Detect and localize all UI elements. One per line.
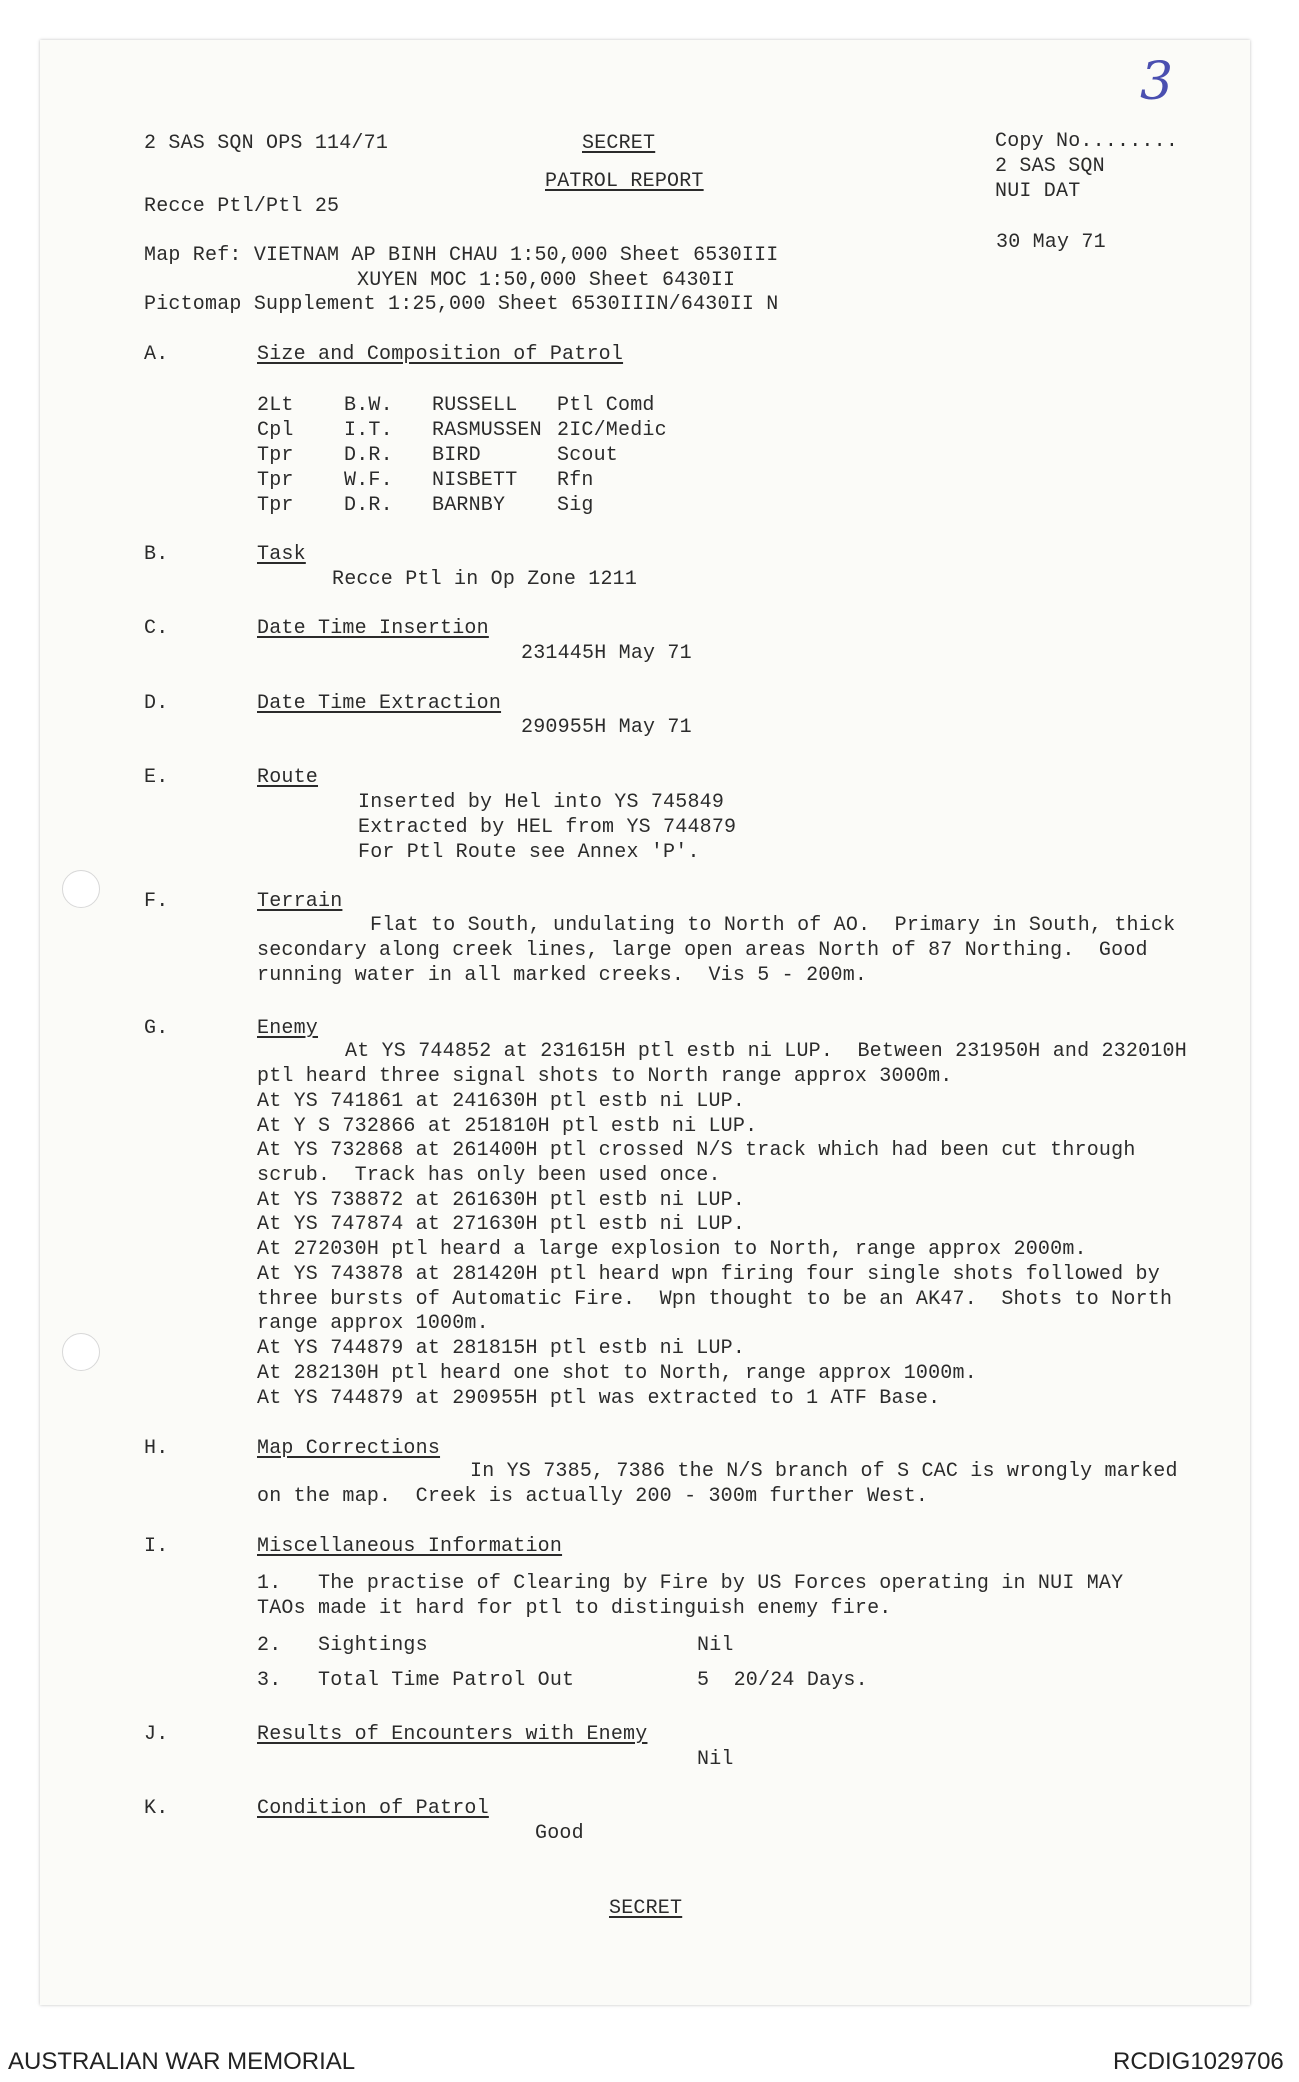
section-e-line: Extracted by HEL from YS 744879 [358, 816, 737, 839]
map-reference-2: XUYEN MOC 1:50,000 Sheet 6430II [357, 269, 736, 292]
section-e-line: For Ptl Route see Annex 'P'. [358, 841, 700, 864]
section-g-line: At YS 732868 at 261400H ptl crossed N/S track which had been cut through [257, 1139, 1136, 1162]
member-role: Rfn [557, 469, 594, 492]
section-g-letter: G. [144, 1017, 169, 1040]
member-role: Ptl Comd [557, 394, 655, 417]
section-g-line: range approx 1000m. [257, 1312, 489, 1335]
section-g-line: At YS 747874 at 271630H ptl estb ni LUP. [257, 1213, 746, 1236]
section-g-line: At 282130H ptl heard one shot to North, range approx 1000m. [257, 1362, 977, 1385]
misc-item-2-value: Nil [697, 1634, 734, 1657]
section-g-line: At YS 744879 at 290955H ptl was extracted to 1 ATF Base. [257, 1387, 941, 1410]
misc-item-3-value: 5 20/24 Days. [697, 1669, 868, 1692]
section-h-title: Map Corrections [257, 1437, 441, 1460]
misc-item-1-line-2: TAOs made it hard for ptl to distinguish enemy fire. [257, 1597, 892, 1620]
section-h-line: In YS 7385, 7386 the N/S branch of S CAC is wrongly marked [470, 1460, 1178, 1483]
member-initials: W.F. [344, 469, 393, 492]
member-rank: 2Lt [257, 394, 294, 417]
archive-catalogue-id: RCDIG1029706 [1113, 2048, 1284, 2075]
section-j-title: Results of Encounters with Enemy [257, 1723, 648, 1746]
member-initials: D.R. [344, 494, 393, 517]
section-f-title: Terrain [257, 890, 343, 913]
section-g-line: At YS 744879 at 281815H ptl estb ni LUP. [257, 1337, 746, 1360]
section-k-text: Good [535, 1822, 584, 1845]
member-rank: Cpl [257, 419, 294, 442]
section-h-line: on the map. Creek is actually 200 - 300m further West. [257, 1485, 929, 1508]
section-g-line: scrub. Track has only been used once. [257, 1164, 721, 1187]
section-a-title: Size and Composition of Patrol [257, 343, 624, 366]
section-i-letter: I. [144, 1535, 169, 1558]
section-h-letter: H. [144, 1437, 169, 1460]
section-g-line: three bursts of Automatic Fire. Wpn thought to be an AK47. Shots to North [257, 1288, 1173, 1311]
section-e-letter: E. [144, 766, 169, 789]
member-rank: Tpr [257, 494, 294, 517]
member-initials: D.R. [344, 444, 393, 467]
member-initials: B.W. [344, 394, 393, 417]
section-b-text: Recce Ptl in Op Zone 1211 [332, 568, 638, 591]
section-j-text: Nil [697, 1748, 734, 1771]
punch-hole-bottom [62, 1333, 100, 1371]
section-d-letter: D. [144, 692, 169, 715]
section-g-line: ptl heard three signal shots to North range approx 3000m. [257, 1065, 953, 1088]
member-name: BIRD [432, 444, 481, 467]
classification-bottom: SECRET [609, 1897, 683, 1920]
section-g-line: At YS 744852 at 231615H ptl estb ni LUP. Between 231950H and 232010H [345, 1040, 1187, 1063]
section-d-text: 290955H May 71 [521, 716, 692, 739]
handwritten-copy-number: 3 [1140, 52, 1174, 112]
misc-item-1-line-1: 1. The practise of Clearing by Fire by US Forces operating in NUI MAY [257, 1572, 1124, 1595]
section-j-letter: J. [144, 1723, 169, 1746]
member-name: RASMUSSEN [432, 419, 542, 442]
punch-hole-top [62, 870, 100, 908]
section-d-title: Date Time Extraction [257, 692, 502, 715]
section-g-line: At YS 743878 at 281420H ptl heard wpn firing four single shots followed by [257, 1263, 1160, 1286]
document-page [40, 40, 1250, 2005]
section-i-title: Miscellaneous Information [257, 1535, 563, 1558]
map-reference-1: Map Ref: VIETNAM AP BINH CHAU 1:50,000 Sheet 6530III [144, 244, 779, 267]
member-role: Sig [557, 494, 594, 517]
section-f-line: secondary along creek lines, large open areas North of 87 Northing. Good [257, 939, 1148, 962]
copy-number: Copy No........ [995, 130, 1179, 153]
patrol-designation: Recce Ptl/Ptl 25 [144, 195, 340, 218]
report-date: 30 May 71 [996, 231, 1106, 254]
section-g-title: Enemy [257, 1017, 319, 1040]
section-e-line: Inserted by Hel into YS 745849 [358, 791, 725, 814]
section-e-title: Route [257, 766, 319, 789]
section-b-title: Task [257, 543, 306, 566]
member-name: BARNBY [432, 494, 506, 517]
map-reference-3: Pictomap Supplement 1:25,000 Sheet 6530IIIN/6430II N [144, 293, 779, 316]
section-g-line: At YS 741861 at 241630H ptl estb ni LUP. [257, 1090, 746, 1113]
classification-top: SECRET [582, 132, 656, 155]
section-c-text: 231445H May 71 [521, 642, 692, 665]
section-g-line: At YS 738872 at 261630H ptl estb ni LUP. [257, 1189, 746, 1212]
unit-location: NUI DAT [995, 180, 1081, 203]
member-initials: I.T. [344, 419, 393, 442]
misc-item-3-label: 3. Total Time Patrol Out [257, 1669, 575, 1692]
section-f-line: running water in all marked creeks. Vis 5 - 200m. [257, 964, 868, 987]
section-c-letter: C. [144, 617, 169, 640]
section-g-line: At Y S 732866 at 251810H ptl estb ni LUP. [257, 1115, 758, 1138]
member-role: Scout [557, 444, 619, 467]
misc-item-2-label: 2. Sightings [257, 1634, 428, 1657]
section-g-line: At 272030H ptl heard a large explosion to North, range approx 2000m. [257, 1238, 1087, 1261]
member-name: NISBETT [432, 469, 518, 492]
section-a-letter: A. [144, 343, 169, 366]
archive-source: AUSTRALIAN WAR MEMORIAL [8, 2048, 356, 2075]
unit-name: 2 SAS SQN [995, 155, 1105, 178]
section-k-letter: K. [144, 1797, 169, 1820]
section-k-title: Condition of Patrol [257, 1797, 489, 1820]
document-type: PATROL REPORT [545, 170, 704, 193]
section-f-line: Flat to South, undulating to North of AO. Primary in South, thick [370, 914, 1176, 937]
section-c-title: Date Time Insertion [257, 617, 489, 640]
ops-reference: 2 SAS SQN OPS 114/71 [144, 132, 389, 155]
section-b-letter: B. [144, 543, 169, 566]
section-f-letter: F. [144, 890, 169, 913]
member-rank: Tpr [257, 469, 294, 492]
member-role: 2IC/Medic [557, 419, 667, 442]
member-name: RUSSELL [432, 394, 518, 417]
member-rank: Tpr [257, 444, 294, 467]
